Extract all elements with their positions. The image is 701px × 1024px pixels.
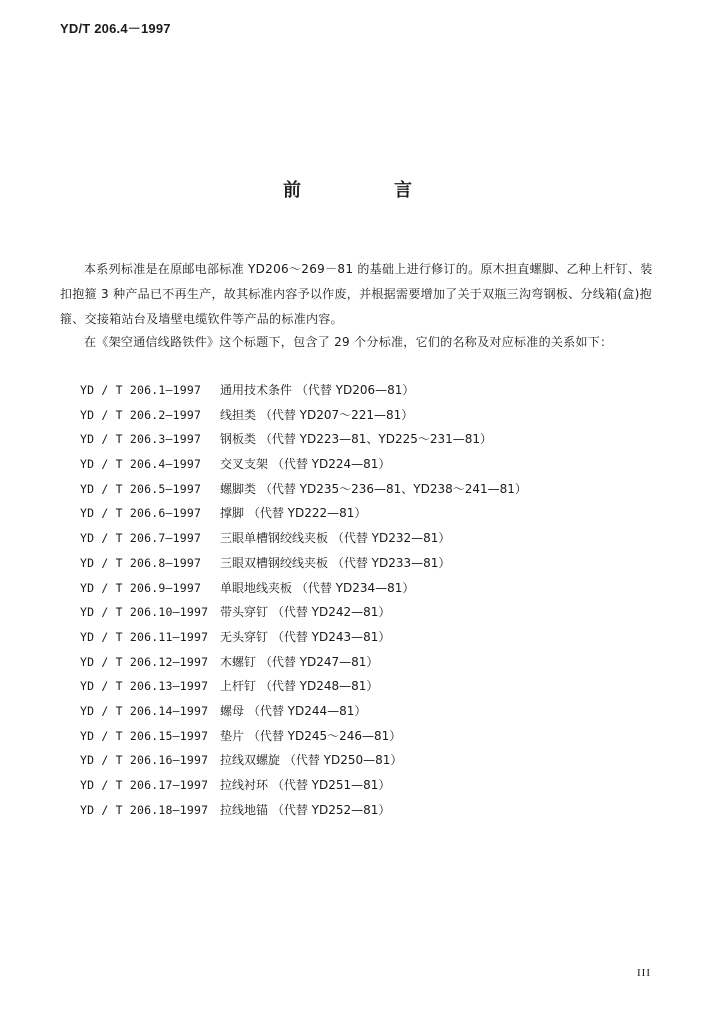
standard-code: YD / T 206.7—1997 <box>80 531 202 546</box>
standard-item <box>80 452 527 477</box>
standard-name: 垫片 （代替 YD245～246—81） <box>220 728 402 743</box>
standard-item <box>80 798 527 823</box>
standard-code: YD / T 206.4—1997 <box>80 457 202 472</box>
standard-code: YD / T 206.9—1997 <box>80 580 202 595</box>
standard-name: 线担类 （代替 YD207～221—81） <box>220 407 414 422</box>
standard-code: YD / T 206.1—1997 <box>80 383 202 397</box>
standard-item <box>80 501 527 526</box>
standard-name: 螺母 （代替 YD244—81） <box>220 703 367 718</box>
standard-item <box>80 773 527 798</box>
standard-item <box>80 748 527 773</box>
document-code-header: YD/T 206.4－1997 <box>60 21 171 36</box>
standard-item <box>80 724 527 749</box>
standard-name: 三眼双槽钢绞线夹板 （代替 YD233—81） <box>220 555 451 570</box>
standard-name: 单眼地线夹板 （代替 YD234—81） <box>220 580 415 595</box>
standard-item <box>80 576 527 601</box>
title-char-1: 前 <box>283 180 301 201</box>
standard-item <box>80 674 527 699</box>
standard-code: YD / T 206.3—1997 <box>80 432 202 447</box>
standard-name: 带头穿钉 （代替 YD242—81） <box>220 605 391 620</box>
standard-name: 交叉支架 （代替 YD224—81） <box>220 457 391 472</box>
standard-code: YD / T 206.2—1997 <box>80 407 202 422</box>
standard-code: YD / T 206.10—1997 <box>80 605 209 620</box>
standard-code: YD / T 206.13—1997 <box>80 679 209 694</box>
standard-code: YD / T 206.14—1997 <box>80 703 209 718</box>
standard-name: 木螺钉 （代替 YD247—81） <box>220 654 379 669</box>
standard-code: YD / T 206.6—1997 <box>80 506 202 521</box>
standard-item <box>80 650 527 675</box>
standards-list <box>80 378 527 822</box>
standard-item <box>80 378 527 403</box>
standard-item <box>80 551 527 576</box>
standard-code: YD / T 206.5—1997 <box>80 481 202 496</box>
standard-name: 拉线双螺旋 （代替 YD250—81） <box>220 753 403 768</box>
standard-code: YD / T 206.18—1997 <box>80 802 209 817</box>
standard-name: 螺脚类 （代替 YD235～236—81、YD238～241—81） <box>220 481 527 496</box>
standard-item <box>80 600 527 625</box>
standard-name: 拉线衬环 （代替 YD251—81） <box>220 778 391 792</box>
intro-paragraph: 本系列标准是在原邮电部标准 YD206～269－81 的基础上进行修订的。原木担直螺脚、乙种上杆钉、装扣抱箍 3 种产品已不再生产，故其标准内容予以作废，并根据需要增加了关于双瓶三沟弯钢板、分线箱(盒)抱箍、交接箱站台及墙壁电缆钦件等产品的标准内容。 <box>60 262 653 326</box>
page-number: III <box>637 967 651 979</box>
standard-code: YD / T 206.12—1997 <box>80 654 209 669</box>
section-title <box>0 176 701 200</box>
standard-name: 无头穿钉 （代替 YD243—81） <box>220 629 391 644</box>
standard-item <box>80 427 527 452</box>
standard-name: 通用技术条件 （代替 YD206—81） <box>220 383 415 397</box>
standard-item <box>80 625 527 650</box>
standard-name: 撑脚 （代替 YD222—81） <box>220 506 367 521</box>
standard-code: YD / T 206.8—1997 <box>80 555 202 570</box>
standard-code: YD / T 206.11—1997 <box>80 629 209 644</box>
standard-code: YD / T 206.17—1997 <box>80 778 209 792</box>
standard-name: 拉线地锚 （代替 YD252—81） <box>220 802 391 817</box>
standard-item <box>80 403 527 428</box>
standard-name: 上杆钉 （代替 YD248—81） <box>220 679 379 694</box>
standard-item <box>80 477 527 502</box>
standard-item <box>80 526 527 551</box>
standard-code: YD / T 206.15—1997 <box>80 728 209 743</box>
standard-item <box>80 699 527 724</box>
standard-name: 三眼单槽钢绞线夹板 （代替 YD232—81） <box>220 531 451 546</box>
title-char-2: 言 <box>394 180 412 201</box>
scope-paragraph: 在《架空通信线路铁件》这个标题下，包含了 29 个分标准，它们的名称及对应标准的关系如下： <box>84 335 613 349</box>
standard-name: 钢板类 （代替 YD223—81、YD225～231—81） <box>220 432 493 447</box>
standard-code: YD / T 206.16—1997 <box>80 753 209 768</box>
